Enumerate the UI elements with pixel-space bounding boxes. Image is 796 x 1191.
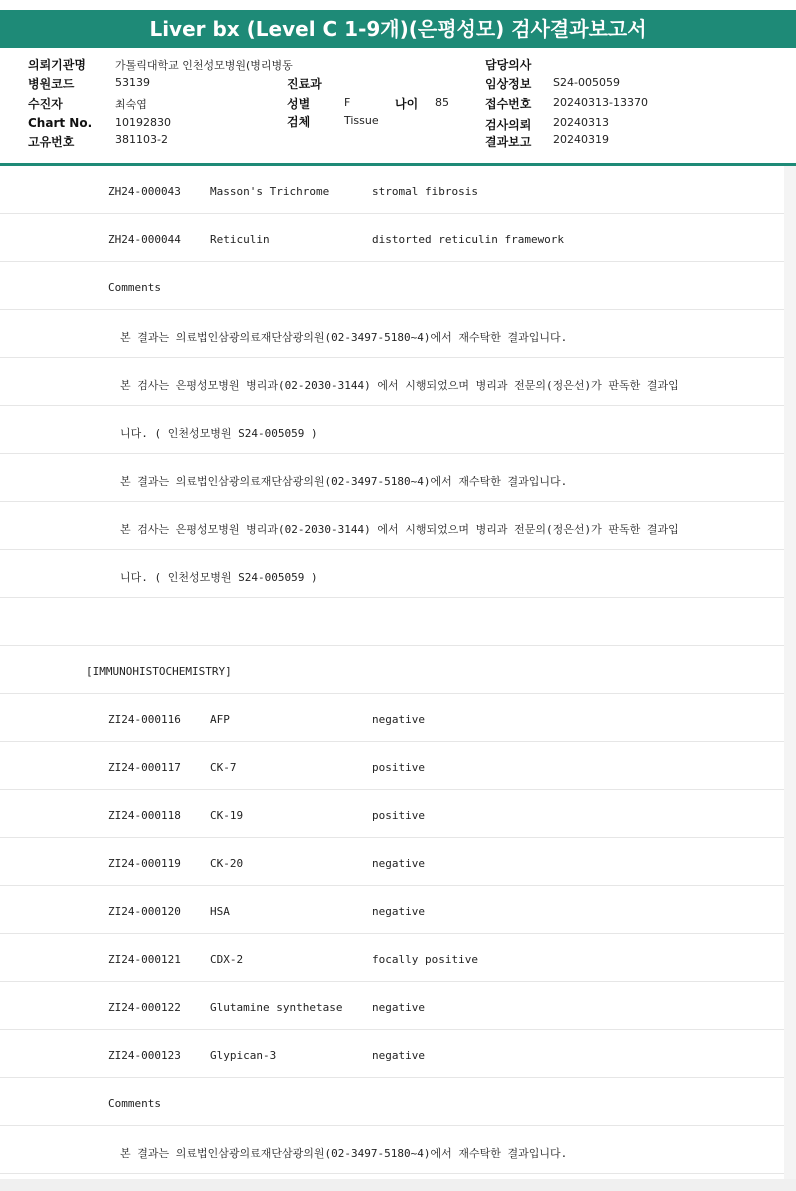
section-heading: [IMMUNOHISTOCHEMISTRY] (86, 665, 232, 678)
result-row (0, 1030, 784, 1078)
result-row (0, 646, 784, 694)
clinical-info-label: 임상정보 (485, 77, 532, 91)
test-result: stromal fibrosis (372, 185, 478, 198)
patient-value: 최숙엽 (115, 98, 147, 111)
comment-text: 니다. ( 인천성모병원 S24-005059 ) (120, 427, 318, 440)
result-row (0, 838, 784, 886)
test-result: negative (372, 1001, 425, 1014)
test-name: Glutamine synthetase (210, 1001, 343, 1014)
result-row (0, 742, 784, 790)
test-code: ZI24-000122 (108, 1001, 181, 1014)
test-name: Reticulin (210, 233, 270, 246)
test-name: CK-7 (210, 761, 237, 774)
sex-value: F (344, 96, 351, 109)
result-row (0, 982, 784, 1030)
horizontal-scrollbar[interactable] (0, 1179, 796, 1191)
request-label: 검사의뢰 (485, 118, 532, 132)
test-result: focally positive (372, 953, 478, 966)
sex-label: 성별 (287, 97, 311, 111)
test-name: AFP (210, 713, 230, 726)
institution-value: 가톨릭대학교 인천성모병원(병리병동 (115, 59, 293, 72)
test-code: ZI24-000119 (108, 857, 181, 870)
result-row (0, 214, 784, 262)
result-row (0, 886, 784, 934)
result-row (0, 166, 784, 214)
report-date-value: 20240319 (553, 133, 609, 146)
test-result: positive (372, 761, 425, 774)
chart-label: Chart No. (28, 116, 93, 130)
test-code: ZH24-000044 (108, 233, 181, 246)
patient-info-header (0, 48, 796, 163)
hospital-code-value: 53139 (115, 76, 150, 89)
result-row (0, 550, 784, 598)
report-date-label: 결과보고 (485, 135, 532, 149)
comment-text: 본 결과는 의료법인삼광의료재단삼광의원(02-3497-5180~4)에서 재수탁한 결과입니다. (120, 1147, 568, 1160)
comment-text: 본 결과는 의료법인삼광의료재단삼광의원(02-3497-5180~4)에서 재수탁한 결과입니다. (120, 475, 568, 488)
test-code: ZH24-000043 (108, 185, 181, 198)
comment-text: 본 결과는 의료법인삼광의료재단삼광의원(02-3497-5180~4)에서 재수탁한 결과입니다. (120, 331, 568, 344)
test-name: Masson's Trichrome (210, 185, 330, 198)
test-code: ZI24-000116 (108, 713, 181, 726)
test-name: HSA (210, 905, 230, 918)
result-row (0, 1126, 784, 1174)
test-code: ZI24-000123 (108, 1049, 181, 1062)
request-value: 20240313 (553, 116, 609, 129)
comment-text: 본 검사는 은평성모병원 병리과(02-2030-3144) 에서 시행되었으며 병리과 전문의(정은선)가 판독한 결과입 (120, 523, 679, 536)
clinical-info-value: S24-005059 (553, 76, 620, 89)
receipt-label: 접수번호 (485, 97, 532, 111)
age-label: 나이 (395, 97, 419, 111)
test-code: ZI24-000120 (108, 905, 181, 918)
test-code: ZI24-000117 (108, 761, 181, 774)
receipt-value: 20240313-13370 (553, 96, 648, 109)
age-value: 85 (435, 96, 449, 109)
result-row (0, 310, 784, 358)
doctor-label: 담당의사 (485, 58, 532, 72)
report-title: Liver bx (Level C 1-9개)(은평성모) 검사결과보고서 (0, 10, 796, 48)
results-list[interactable] (0, 166, 796, 1179)
test-result: positive (372, 809, 425, 822)
result-row (0, 934, 784, 982)
test-name: CK-20 (210, 857, 244, 870)
test-result: negative (372, 713, 425, 726)
result-row (0, 598, 784, 646)
comment-text: 니다. ( 인천성모병원 S24-005059 ) (120, 571, 318, 584)
result-row (0, 694, 784, 742)
comments-label: Comments (108, 281, 161, 294)
result-row (0, 502, 784, 550)
test-name: CDX-2 (210, 953, 244, 966)
test-result: negative (372, 857, 425, 870)
patient-label: 수진자 (28, 97, 63, 111)
comment-text: 본 검사는 은평성모병원 병리과(02-2030-3144) 에서 시행되었으며 병리과 전문의(정은선)가 판독한 결과입 (120, 379, 679, 392)
result-row (0, 1078, 784, 1126)
test-name: CK-19 (210, 809, 244, 822)
unique-value: 381103-2 (115, 133, 168, 146)
scrollbar[interactable] (784, 166, 796, 1179)
comments-label: Comments (108, 1097, 161, 1110)
specimen-value: Tissue (344, 114, 379, 127)
specimen-label: 검체 (287, 115, 311, 129)
test-result: negative (372, 1049, 425, 1062)
result-row (0, 406, 784, 454)
result-row (0, 454, 784, 502)
unique-label: 고유번호 (28, 135, 75, 149)
result-row (0, 790, 784, 838)
test-code: ZI24-000118 (108, 809, 181, 822)
hospital-code-label: 병원코드 (28, 77, 75, 91)
result-row (0, 358, 784, 406)
institution-label: 의뢰기관명 (28, 58, 86, 72)
department-label: 진료과 (287, 77, 322, 91)
test-result: distorted reticulin framework (372, 233, 565, 246)
result-row (0, 262, 784, 310)
test-name: Glypican-3 (210, 1049, 277, 1062)
chart-value: 10192830 (115, 116, 171, 129)
test-result: negative (372, 905, 425, 918)
test-code: ZI24-000121 (108, 953, 181, 966)
